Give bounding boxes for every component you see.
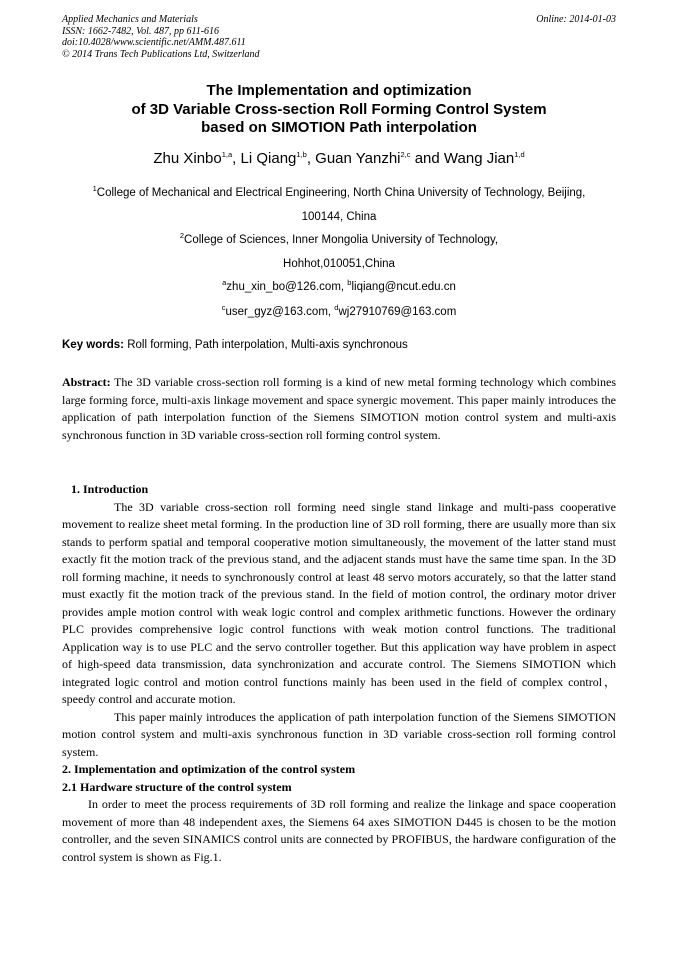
title-line-3: based on SIMOTION Path interpolation (201, 119, 477, 136)
paper-title (62, 82, 616, 138)
author-name: Zhu Xinbo (153, 150, 222, 167)
affiliation-line: College of Mechanical and Electrical Engineering, North China University of Technology, Beijing, (96, 187, 586, 199)
affiliation-line: 100144, China (301, 211, 377, 223)
email-list: $^a$zhu_xin_bo@126.com, $^b$liqiang@ncut.edu.cn $^c$user_gyz@163.com, $^d$wj27910769@163.com (221, 278, 457, 318)
paragraph: In order to meet the process requirements of 3D roll forming and realize the linkage and space cooperation movement of more than 48 independent axes, the Siemens 64 axes SIMOTION D445 is chosen to be the motion controller, and the seven SINAMICS control units are connected by PROFIBUS, the hardware configuration of the control system is shown as Fig.1. (62, 797, 616, 864)
author-separator: , (232, 150, 241, 167)
paragraph: This paper mainly introduces the application of path interpolation function of the Siemens SIMOTION motion control system and multi-axis synchronous function in 3D variable cross-section roll forming control system. (62, 709, 616, 759)
affiliation-sup: 2 (179, 231, 185, 241)
journal-copyright: © 2014 Trans Tech Publications Ltd, Switzerland (62, 48, 260, 60)
email-sup: d (334, 303, 339, 313)
email-sup: b (347, 278, 352, 288)
journal-issn: ISSN: 1662-7482, Vol. 487, pp 611-616 (62, 25, 220, 37)
journal-doi: doi:10.4028/www.scientific.net/AMM.487.611 (62, 37, 246, 48)
body-text (62, 481, 616, 866)
keywords-text: Roll forming, Path interpolation, Multi-axis synchronous (124, 339, 408, 351)
author-name: Guan Yanzhi (315, 150, 401, 167)
title-line-2: of 3D Variable Cross-section Roll Forming Control System (131, 100, 547, 118)
author-sup: 2,c (400, 150, 411, 159)
journal-name: Applied Mechanics and Materials (62, 14, 198, 25)
affiliation-sup: 1 (92, 184, 97, 194)
email-sup: c (221, 303, 226, 313)
email-address: liqiang@ncut.edu.cn (351, 281, 456, 293)
author-sup: 1,d (514, 150, 525, 159)
affiliation-line: College of Sciences, Inner Mongolia University of Technology, (184, 234, 499, 246)
section-heading-introduction: 1. Introduction (71, 482, 149, 496)
email-address: user_gyz@163.com (225, 306, 328, 318)
abstract-text: The 3D variable cross-section roll forming is a kind of new metal forming technology which combines large forming force, multi-axis linkage movement and space synergic movement. This paper mainly introduces the application of path interpolation function of the Siemens SIMOTION motion control system and multi-axis synchronous function in 3D variable cross-section roll forming control system. (62, 375, 616, 442)
author-name: Li Qiang (240, 150, 297, 167)
abstract-label: Abstract: (62, 375, 111, 389)
keywords (62, 338, 616, 352)
email-address: zhu_xin_bo@126.com (226, 281, 341, 293)
author-sup: 1,b (296, 150, 307, 159)
paragraph: The 3D variable cross-section roll forming need single stand linkage and multi-pass cooperative movement to realize sheet metal forming. In the production line of 3D roll forming, there are usually more than six stands to perform spatial and temporal cooperative motion simultaneously, the movement of the latter stand must exactly fit the motion track of the previous stand, and the adjacent stands must have the same time span. In the 3D roll forming machine, it needs to synchronously control at least 48 servo motors accurately, so that the latter stand must exactly fit the motion track of the previous stand. In the field of motion control, the ordinary motor driver provides ample motion control with weak logic control and complex arithmetic functions. However the ordinary PLC provides comprehensive logic control functions with weak motion control functions. The traditional Application way is to use PLC and the servo controller together. But this application way have problem in aspect of high-speed data transmission, data synchronization and accurate control. The Siemens SIMOTION which integrated logic control and motion control functions mainly has been used in the field of complex control，speedy control and accurate motion. (62, 499, 616, 706)
online-date: Online: 2014-01-03 (536, 14, 616, 25)
subsection-heading-hardware: 2.1 Hardware structure of the control system (62, 779, 292, 794)
author-separator: and (410, 150, 444, 167)
email-sup: a (222, 278, 227, 288)
email-address: wj27910769@163.com (338, 306, 457, 318)
author-list (62, 149, 616, 169)
author-name: Wang Jian (443, 150, 515, 167)
affiliation-line: Hohhot,010051,China (283, 258, 395, 270)
title-line-1: The Implementation and optimization (206, 82, 472, 99)
section-heading-implementation: 2. Implementation and optimization of the control system (62, 762, 356, 776)
author-sup: 1,a (221, 150, 233, 159)
journal-header (62, 14, 616, 60)
affiliation-2 (62, 228, 616, 276)
affiliation-1 (62, 181, 616, 229)
abstract (62, 374, 616, 444)
author-separator: , (306, 150, 316, 167)
keywords-label: Key words: (62, 339, 124, 351)
